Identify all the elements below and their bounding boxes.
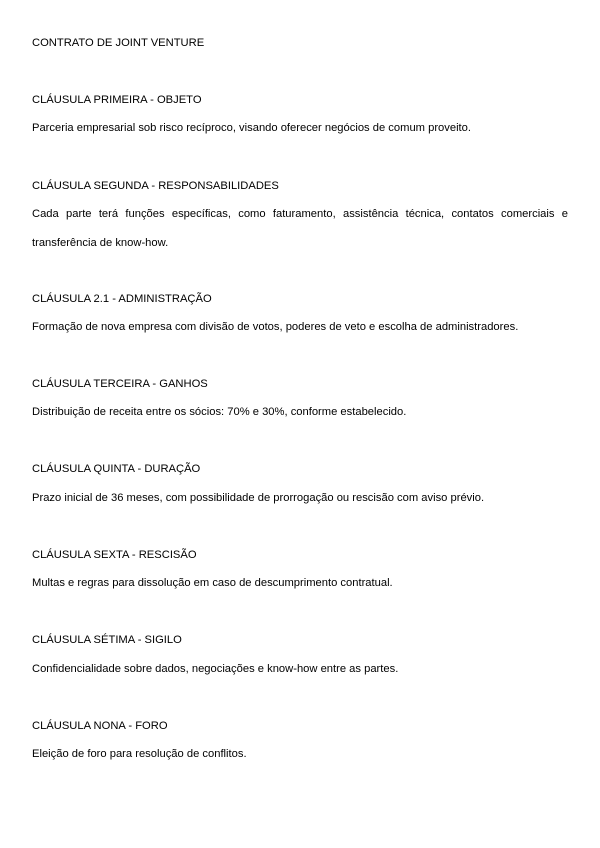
clause-heading-administracao: CLÁUSULA 2.1 - ADMINISTRAÇÃO (32, 293, 212, 305)
clause-text-responsabilidades: Cada parte terá funções específicas, como faturamento, assistência técnica, contatos comerciais e transferência de know-how. (32, 208, 568, 249)
clause-heading-responsabilidades: CLÁUSULA SEGUNDA - RESPONSABILIDADES (32, 180, 279, 192)
clause-text-administracao: Formação de nova empresa com divisão de votos, poderes de veto e escolha de administradores. (32, 321, 519, 333)
document-title: CONTRATO DE JOINT VENTURE (32, 37, 205, 49)
clause-text-sigilo: Confidencialidade sobre dados, negociações e know-how entre as partes. (32, 663, 399, 675)
clause-heading-ganhos: CLÁUSULA TERCEIRA - GANHOS (32, 378, 208, 390)
clause-text-rescisao: Multas e regras para dissolução em caso de descumprimento contratual. (32, 577, 393, 589)
clause-text-foro: Eleição de foro para resolução de conflitos. (32, 748, 247, 760)
clause-text-ganhos: Distribuição de receita entre os sócios: 70% e 30%, conforme estabelecido. (32, 406, 407, 418)
clause-heading-objeto: CLÁUSULA PRIMEIRA - OBJETO (32, 94, 202, 106)
clause-heading-rescisao: CLÁUSULA SEXTA - RESCISÃO (32, 549, 197, 561)
clause-text-objeto: Parceria empresarial sob risco recíproco, visando oferecer negócios de comum proveito. (32, 122, 472, 134)
clause-heading-sigilo: CLÁUSULA SÉTIMA - SIGILO (32, 634, 182, 646)
clause-heading-duracao: CLÁUSULA QUINTA - DURAÇÃO (32, 463, 201, 475)
clause-text-duracao: Prazo inicial de 36 meses, com possibilidade de prorrogação ou rescisão com aviso prévio. (32, 492, 485, 504)
clause-heading-foro: CLÁUSULA NONA - FORO (32, 720, 168, 732)
